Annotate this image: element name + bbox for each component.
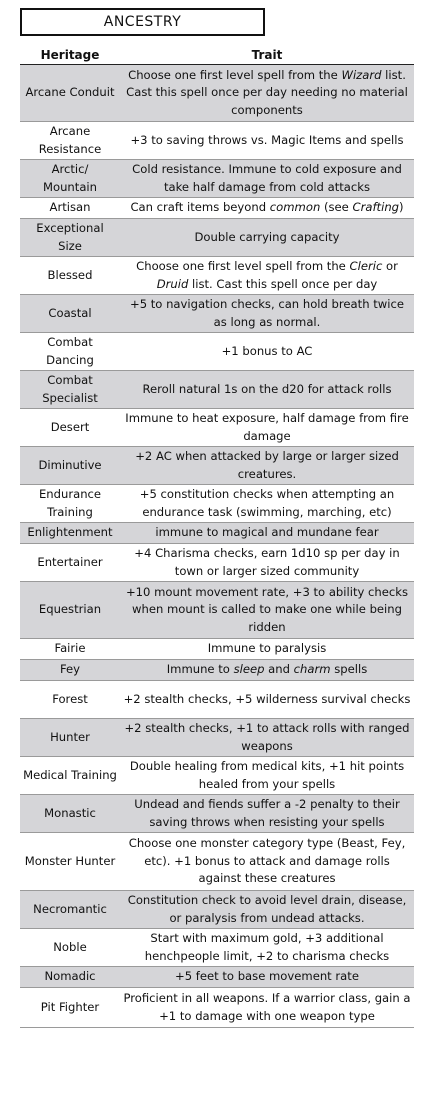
- heritage-cell: Exceptional Size: [20, 219, 120, 257]
- trait-cell: Immune to paralysis: [120, 639, 414, 660]
- table-row: [20, 160, 414, 198]
- heritage-cell: Artisan: [20, 198, 120, 219]
- heritage-cell: Diminutive: [20, 447, 120, 485]
- table-row: [20, 122, 414, 160]
- trait-cell: Immune to heat exposure, half damage from fire damage: [120, 409, 414, 447]
- table-row: [20, 719, 414, 757]
- trait-cell: Choose one first level spell from the Cleric or Druid list. Cast this spell once per day: [120, 257, 414, 295]
- heritage-cell: Arcane Resistance: [20, 122, 120, 160]
- trait-cell: Choose one monster category type (Beast, Fey, etc). +1 bonus to attack and damage rolls against these creatures: [120, 833, 414, 891]
- table-row: [20, 219, 414, 257]
- heritage-cell: Monster Hunter: [20, 833, 120, 891]
- table-row: [20, 257, 414, 295]
- heritage-cell: Medical Training: [20, 757, 120, 795]
- heritage-cell: Noble: [20, 929, 120, 967]
- trait-cell: Undead and fiends suffer a -2 penalty to their saving throws when resisting your spells: [120, 795, 414, 833]
- trait-cell: Cold resistance. Immune to cold exposure and take half damage from cold attacks: [120, 160, 414, 198]
- table-row: [20, 523, 414, 544]
- heritage-cell: Desert: [20, 409, 120, 447]
- heritage-cell: Endurance Training: [20, 485, 120, 523]
- trait-cell: immune to magical and mundane fear: [120, 523, 414, 544]
- trait-column-header: Trait: [120, 46, 414, 65]
- trait-cell: Reroll natural 1s on the d20 for attack rolls: [120, 371, 414, 409]
- table-row: [20, 409, 414, 447]
- table-row: [20, 795, 414, 833]
- heritage-cell: Entertainer: [20, 544, 120, 582]
- table-row: [20, 447, 414, 485]
- table-row: [20, 681, 414, 719]
- ancestry-table: [20, 46, 414, 1028]
- heritage-cell: Enlightenment: [20, 523, 120, 544]
- table-title: ANCESTRY: [20, 8, 265, 36]
- table-row: [20, 639, 414, 660]
- table-row: [20, 833, 414, 891]
- heritage-cell: Coastal: [20, 295, 120, 333]
- trait-cell: Can craft items beyond common (see Crafting): [120, 198, 414, 219]
- table-row: [20, 988, 414, 1028]
- table-row: [20, 929, 414, 967]
- trait-cell: +2 stealth checks, +1 to attack rolls with ranged weapons: [120, 719, 414, 757]
- trait-cell: +4 Charisma checks, earn 1d10 sp per day in town or larger sized community: [120, 544, 414, 582]
- trait-cell: Constitution check to avoid level drain, disease, or paralysis from undead attacks.: [120, 891, 414, 929]
- heritage-cell: Necromantic: [20, 891, 120, 929]
- table-header-row: [20, 46, 414, 65]
- heritage-cell: Forest: [20, 681, 120, 719]
- heritage-cell: Monastic: [20, 795, 120, 833]
- table-row: [20, 544, 414, 582]
- trait-cell: +3 to saving throws vs. Magic Items and spells: [120, 122, 414, 160]
- trait-cell: +5 to navigation checks, can hold breath twice as long as normal.: [120, 295, 414, 333]
- heritage-cell: Nomadic: [20, 967, 120, 988]
- table-row: [20, 295, 414, 333]
- table-row: [20, 333, 414, 371]
- heritage-cell: Equestrian: [20, 582, 120, 639]
- heritage-cell: Fey: [20, 660, 120, 681]
- trait-cell: Choose one first level spell from the Wizard list. Cast this spell once per day needing no material components: [120, 65, 414, 122]
- table-row: [20, 891, 414, 929]
- trait-cell: +2 AC when attacked by large or larger sized creatures.: [120, 447, 414, 485]
- trait-cell: +2 stealth checks, +5 wilderness survival checks: [120, 681, 414, 719]
- trait-cell: Proficient in all weapons. If a warrior class, gain a +1 to damage with one weapon type: [120, 988, 414, 1028]
- trait-cell: +10 mount movement rate, +3 to ability checks when mount is called to make one while being ridden: [120, 582, 414, 639]
- trait-cell: Double carrying capacity: [120, 219, 414, 257]
- table-row: [20, 198, 414, 219]
- trait-cell: +5 constitution checks when attempting an endurance task (swimming, marching, etc): [120, 485, 414, 523]
- heritage-column-header: Heritage: [20, 46, 120, 65]
- heritage-cell: Arctic/ Mountain: [20, 160, 120, 198]
- table-row: [20, 371, 414, 409]
- heritage-cell: Hunter: [20, 719, 120, 757]
- table-row: [20, 582, 414, 639]
- table-row: [20, 757, 414, 795]
- heritage-cell: Pit Fighter: [20, 988, 120, 1028]
- trait-cell: +5 feet to base movement rate: [120, 967, 414, 988]
- trait-cell: +1 bonus to AC: [120, 333, 414, 371]
- trait-cell: Double healing from medical kits, +1 hit points healed from your spells: [120, 757, 414, 795]
- heritage-cell: Fairie: [20, 639, 120, 660]
- table-row: [20, 485, 414, 523]
- table-row: [20, 967, 414, 988]
- heritage-cell: Combat Dancing: [20, 333, 120, 371]
- heritage-cell: Combat Specialist: [20, 371, 120, 409]
- table-row: [20, 65, 414, 122]
- trait-cell: Start with maximum gold, +3 additional henchpeople limit, +2 to charisma checks: [120, 929, 414, 967]
- table-row: [20, 660, 414, 681]
- trait-cell: Immune to sleep and charm spells: [120, 660, 414, 681]
- heritage-cell: Arcane Conduit: [20, 65, 120, 122]
- heritage-cell: Blessed: [20, 257, 120, 295]
